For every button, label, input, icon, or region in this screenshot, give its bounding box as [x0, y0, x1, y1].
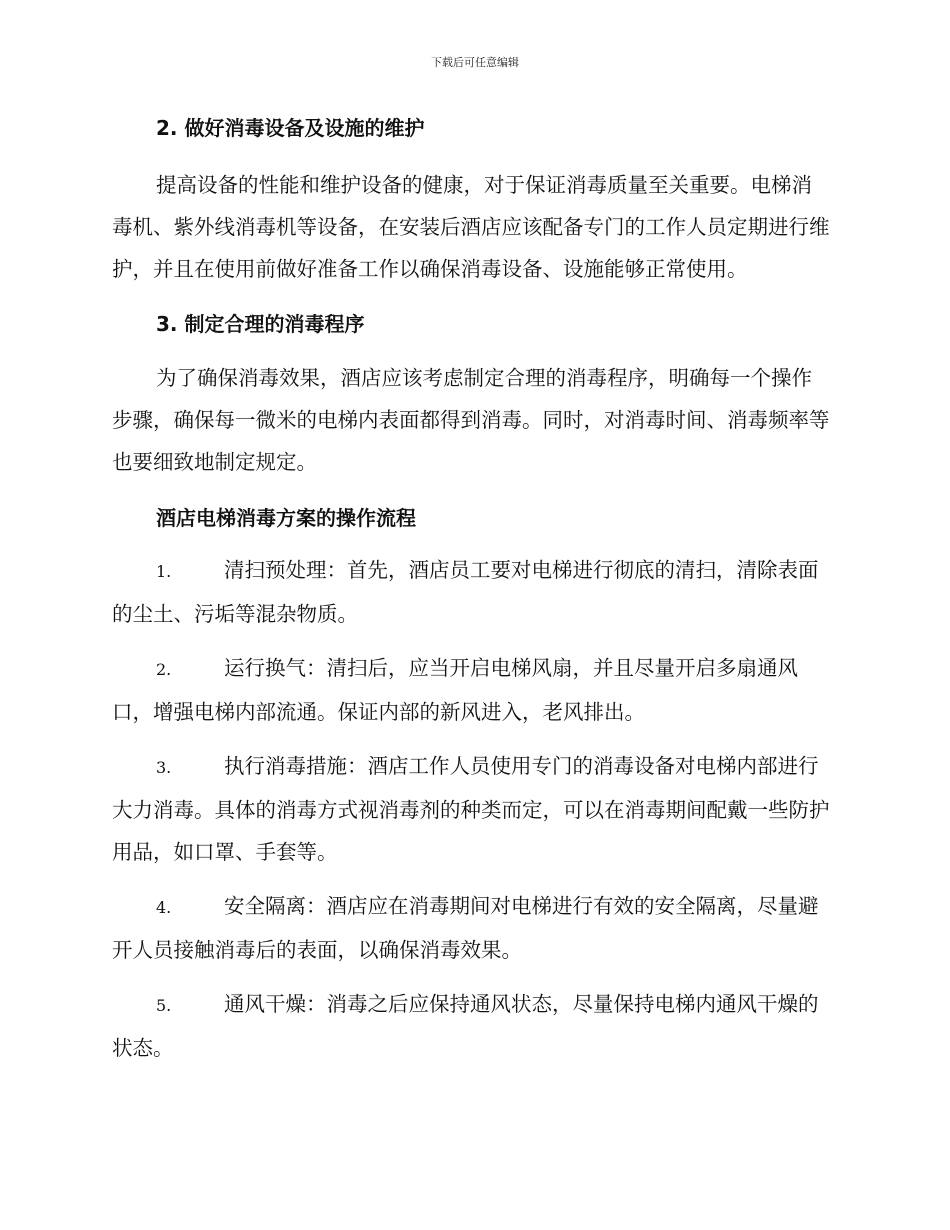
- flow-list-item: [112, 549, 832, 635]
- flow-item-text: 安全隔离：酒店应在消毒期间对电梯进行有效的安全隔离，尽量避开人员接触消毒后的表面，以确保消毒效果。: [112, 894, 819, 962]
- flow-item-text: 执行消毒措施：酒店工作人员使用专门的消毒设备对电梯内部进行大力消毒。具体的消毒方式视消毒剂的种类而定，可以在消毒期间配戴一些防护用品，如口罩、手套等。: [112, 754, 830, 864]
- flow-list-item: [112, 983, 832, 1069]
- page-header: 下载后可任意编辑: [431, 56, 519, 69]
- section-paragraph-procedure: 为了确保消毒效果，酒店应该考虑制定合理的消毒程序，明确每一个操作步骤，确保每一微米的电梯内表面都得到消毒。同时，对消毒时间、消毒频率等也要细致地制定规定。: [112, 366, 830, 474]
- flow-item-text: 通风干燥：消毒之后应保持通风状态，尽量保持电梯内通风干燥的状态。: [112, 992, 819, 1060]
- flow-item-text: 清扫预处理：首先，酒店员工要对电梯进行彻底的清扫，清除表面的尘土、污垢等混杂物质。: [112, 558, 819, 626]
- section-heading-flow: 酒店电梯消毒方案的操作流程: [156, 506, 416, 530]
- section-heading-procedure: 3. 制定合理的消毒程序: [156, 312, 365, 336]
- section-paragraph-maintenance: 提高设备的性能和维护设备的健康，对于保证消毒质量至关重要。电梯消毒机、紫外线消毒机等设备，在安装后酒店应该配备专门的工作人员定期进行维护，并且在使用前做好准备工作以确保消毒设备、设施能够正常使用。: [112, 173, 830, 281]
- flow-list-item: [112, 647, 832, 733]
- section-heading-maintenance: 2. 做好消毒设备及设施的维护: [156, 116, 425, 140]
- flow-item-text: 运行换气：清扫后，应当开启电梯风扇，并且尽量开启多扇通风口，增强电梯内部流通。保证内部的新风进入，老风排出。: [112, 656, 798, 724]
- flow-item-number: 5.: [156, 996, 172, 1015]
- flow-list-item: [112, 885, 832, 971]
- document-content: [112, 112, 832, 1069]
- flow-item-number: 2.: [156, 660, 172, 679]
- flow-item-number: 1.: [156, 562, 172, 581]
- flow-item-number: 4.: [156, 898, 172, 917]
- flow-item-number: 3.: [156, 758, 172, 777]
- flow-list-item: [112, 745, 832, 873]
